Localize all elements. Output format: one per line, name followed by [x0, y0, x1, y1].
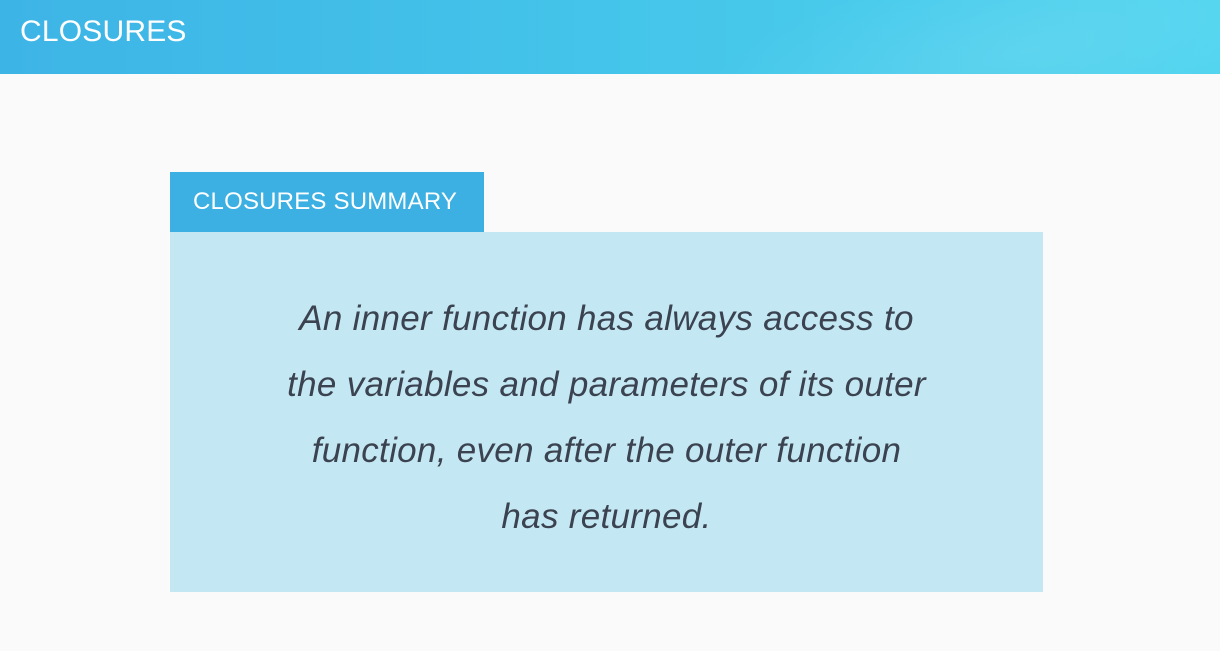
header-bar — [0, 0, 1220, 74]
page-title: CLOSURES — [20, 15, 187, 48]
header-sheen — [665, 0, 1220, 74]
summary-line: the variables and parameters of its outer — [287, 365, 926, 404]
summary-text — [170, 286, 1043, 550]
summary-line: has returned. — [501, 497, 712, 536]
summary-box — [170, 232, 1043, 592]
summary-line: An inner function has always access to — [299, 299, 914, 338]
summary-line: function, even after the outer function — [311, 431, 902, 470]
summary-tab — [170, 172, 484, 232]
summary-tab-label: CLOSURES SUMMARY — [193, 188, 458, 215]
